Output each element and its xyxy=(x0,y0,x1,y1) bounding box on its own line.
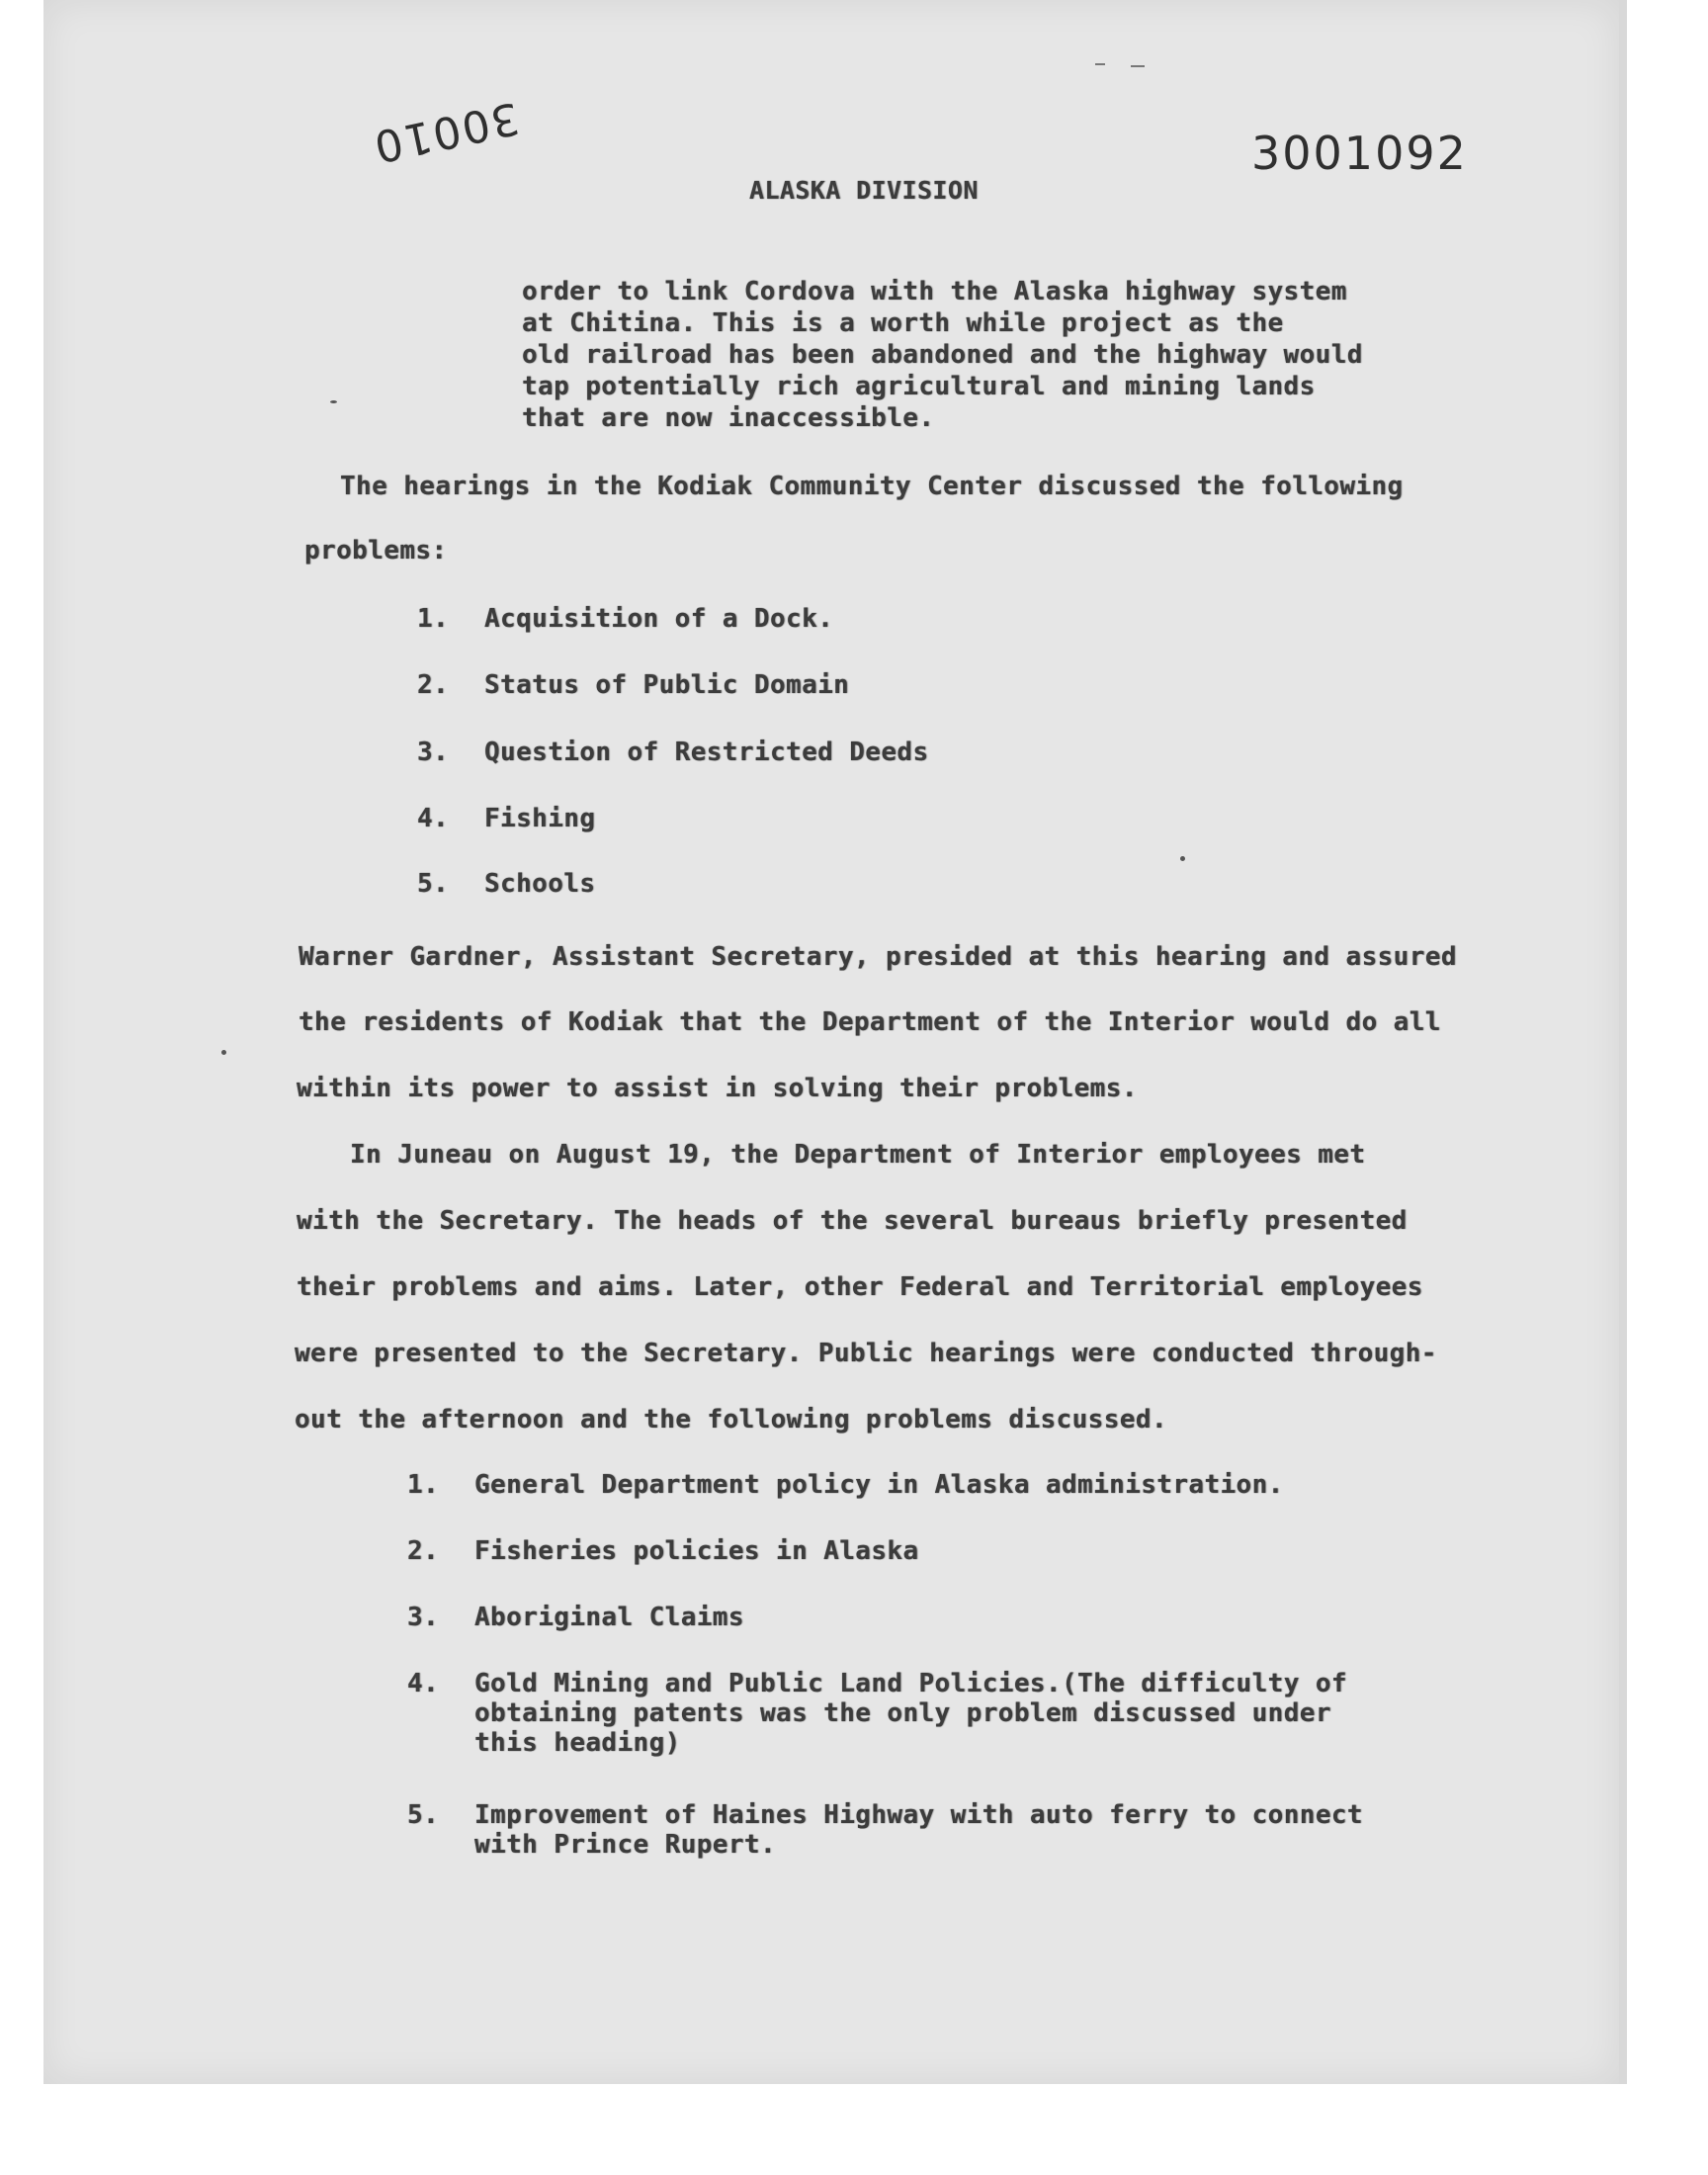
list-number: 4. xyxy=(407,1669,440,1698)
list-number: 3. xyxy=(407,1603,440,1632)
scan-speck xyxy=(221,1050,226,1055)
list-number: 1. xyxy=(407,1470,440,1500)
list-number: 1. xyxy=(417,604,450,634)
text-line: order to link Cordova with the Alaska highway system xyxy=(522,277,1347,306)
scan-speck xyxy=(1131,65,1145,67)
stamp-number-right: 3001092 xyxy=(1251,127,1468,180)
list-number: 5. xyxy=(417,869,450,899)
list-number: 4. xyxy=(417,804,450,833)
list-number: 2. xyxy=(417,670,450,700)
juneau-paragraph-line: out the afternoon and the following problems discussed. xyxy=(295,1405,1167,1435)
list-item: Schools xyxy=(484,869,596,899)
scan-speck xyxy=(1095,63,1105,65)
stamp-number-left: 30010 xyxy=(368,91,524,173)
list-number: 5. xyxy=(407,1800,440,1830)
text-line: that are now inaccessible. xyxy=(522,403,935,433)
scan-speck xyxy=(330,400,337,403)
juneau-paragraph-line: their problems and aims. Later, other Federal and Territorial employees xyxy=(297,1272,1423,1302)
page-heading: ALASKA DIVISION xyxy=(749,176,979,205)
list-item: Improvement of Haines Highway with auto ferry to connect xyxy=(474,1800,1363,1830)
gardner-paragraph-line: within its power to assist in solving their problems. xyxy=(297,1074,1138,1103)
text-line: old railroad has been abandoned and the highway would xyxy=(522,340,1363,370)
gardner-paragraph-line: the residents of Kodiak that the Department of the Interior would do all xyxy=(299,1007,1441,1037)
kodiak-paragraph-line: problems: xyxy=(304,536,448,566)
list-item: General Department policy in Alaska administration. xyxy=(474,1470,1284,1500)
list-item: Acquisition of a Dock. xyxy=(484,604,834,634)
list-item: Status of Public Domain xyxy=(484,670,850,700)
list-item: Gold Mining and Public Land Policies.(The difficulty of xyxy=(474,1669,1347,1698)
document-sheet xyxy=(43,0,1627,2084)
list-item: Question of Restricted Deeds xyxy=(484,738,929,767)
juneau-paragraph-line: In Juneau on August 19, the Department of Interior employees met xyxy=(350,1140,1366,1170)
list-item: Fisheries policies in Alaska xyxy=(474,1536,919,1566)
text-line: tap potentially rich agricultural and mining lands xyxy=(522,372,1316,401)
list-item-continuation: this heading) xyxy=(474,1728,681,1758)
list-item: Aboriginal Claims xyxy=(474,1603,744,1632)
list-number: 2. xyxy=(407,1536,440,1566)
list-number: 3. xyxy=(417,738,450,767)
gardner-paragraph-line: Warner Gardner, Assistant Secretary, presided at this hearing and assured xyxy=(299,942,1457,972)
juneau-paragraph-line: with the Secretary. The heads of the several bureaus briefly presented xyxy=(297,1206,1408,1236)
list-item: Fishing xyxy=(484,804,596,833)
scan-speck xyxy=(1180,856,1185,861)
kodiak-paragraph-line: The hearings in the Kodiak Community Center discussed the following xyxy=(340,472,1404,501)
text-line: at Chitina. This is a worth while project as the xyxy=(522,308,1284,338)
juneau-paragraph-line: were presented to the Secretary. Public hearings were conducted through- xyxy=(295,1339,1437,1368)
list-item-continuation: with Prince Rupert. xyxy=(474,1830,777,1860)
list-item-continuation: obtaining patents was the only problem discussed under xyxy=(474,1698,1331,1728)
